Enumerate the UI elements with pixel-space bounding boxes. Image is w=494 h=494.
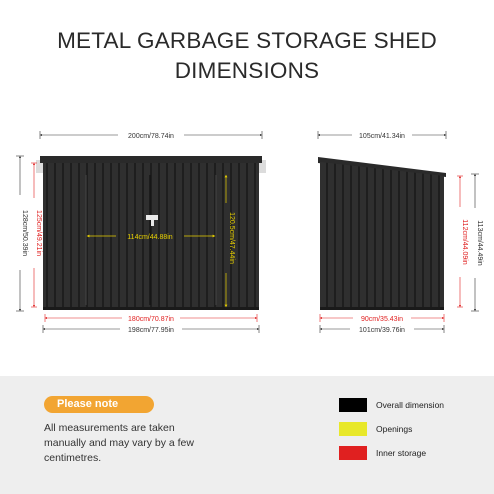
title-line-2: DIMENSIONS (174, 58, 320, 83)
legend-label-overall: Overall dimension (376, 400, 445, 410)
side-base-depth-dim (320, 325, 444, 334)
please-note-badge (44, 396, 154, 413)
footer-panel (0, 376, 494, 494)
legend-label-inner: Inner storage (376, 448, 427, 458)
side-overall-height-dim (471, 174, 483, 311)
front-overall-width-label: 200cm/78.74in (128, 133, 174, 140)
legend-swatch-inner (339, 446, 367, 460)
side-inner-depth-label: 90cm/35.43in (360, 316, 404, 323)
front-inner-width-label: 180cm/70.87in (128, 316, 174, 323)
side-body (320, 162, 444, 309)
side-inner-depth-dim (320, 314, 444, 323)
front-base (43, 307, 259, 310)
front-inner-height-dim (31, 163, 42, 307)
side-base-depth-label: 101cm/39.76in (359, 327, 405, 334)
front-base-width-label: 198cm/77.95in (128, 327, 174, 334)
front-inner-height-label: 125cm/49.21in (35, 210, 42, 256)
front-roof (40, 156, 262, 163)
front-base-width-dim (43, 325, 259, 334)
front-opening-width-label: 114cm/44.88in (127, 234, 173, 241)
front-overall-width-dim (40, 131, 262, 140)
side-overall-height-label: 113cm/44.49in (476, 220, 483, 266)
front-overall-height-dim (16, 156, 28, 311)
side-view-shed (318, 157, 446, 310)
title-line-1: METAL GARBAGE STORAGE SHED (57, 28, 437, 53)
side-base (320, 307, 444, 310)
legend-swatch-openings (339, 422, 367, 436)
note-text: All measurements are taken manually and may vary by a few centimetres. (44, 422, 194, 464)
front-overall-height-label: 128cm/50.39in (21, 210, 28, 256)
please-note-label: Please note (57, 398, 119, 410)
side-inner-height-dim (457, 176, 468, 307)
legend-label-openings: Openings (376, 424, 413, 434)
side-inner-height-label: 112cm/44.09in (461, 219, 468, 265)
legend-swatch-overall (339, 398, 367, 412)
side-overall-depth-dim (318, 131, 446, 140)
front-opening-height-label: 120.5cm/47.44in (228, 212, 235, 264)
front-inner-width-dim (45, 314, 257, 323)
side-overall-depth-label: 105cm/41.34in (359, 133, 405, 140)
